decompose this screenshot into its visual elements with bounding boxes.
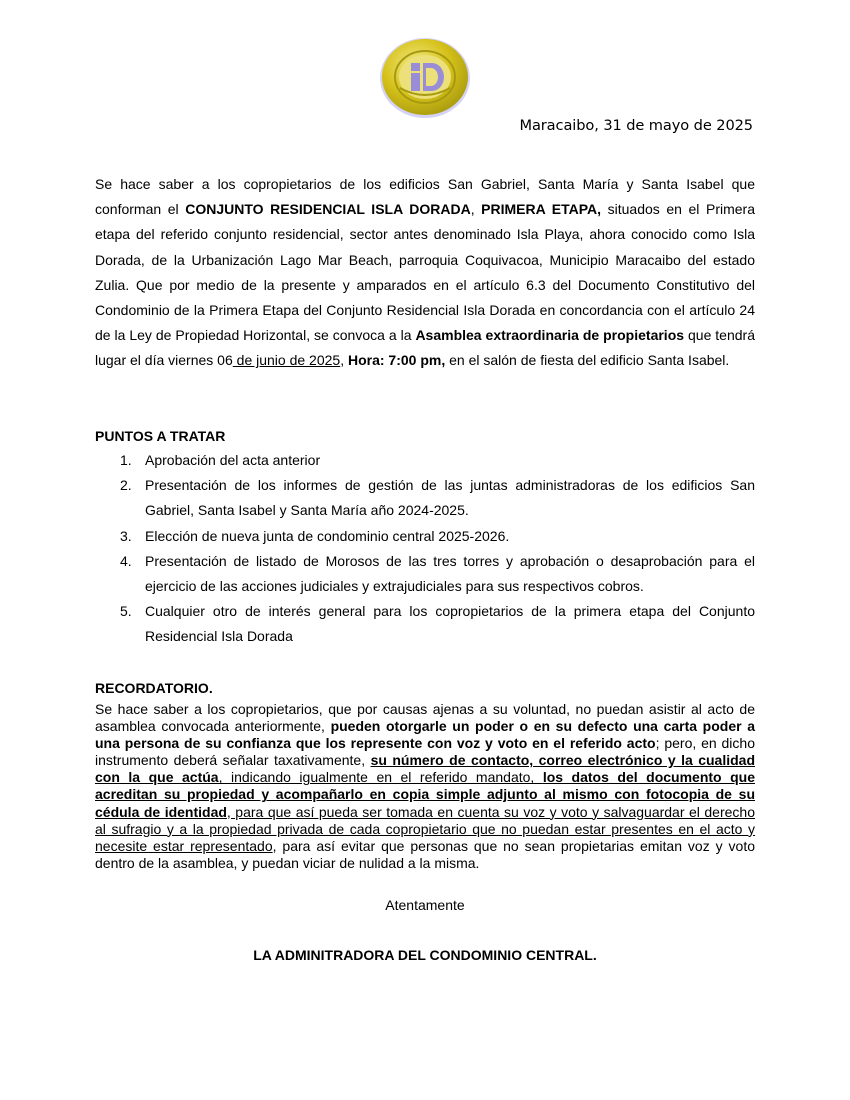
reminder-title: RECORDATORIO. (95, 680, 213, 696)
agenda-item (95, 549, 755, 599)
agenda-item-text: Cualquier otro de interés general para los copropietarios de la primera etapa del Conjunto Residencial Isla Dorada (145, 603, 755, 645)
agenda-item-number: 3. (120, 527, 132, 544)
agenda-item-number: 2. (120, 477, 132, 494)
convocation-paragraph (95, 172, 755, 374)
agenda-item-text: Elección de nueva junta de condominio central 2025-2026. (145, 527, 510, 544)
signature: LA ADMINITRADORA DEL CONDOMINIO CENTRAL. (253, 947, 597, 963)
condominium-logo (376, 33, 474, 122)
agenda-item-text: Presentación de los informes de gestión de las juntas administradoras de los edificios San Gabriel, Santa Isabel y Santa María año 2024-2025. (145, 477, 755, 519)
intro-text-3: situados en el Primera etapa del referido conjunto residencial, sector antes denominado Isla Playa, ahora conocido como Isla Dorada, de la Urbanización Lago Mar Beach, parroquia Coquivacoa, Municipio Maracaibo del estado Zulia. Que por medio de la presente y amparados en el artículo 6.3 del Documento Constitutivo del Condominio de la Primera Etapa del Conjunto Residencial Isla Dorada en concordancia con el artículo 24 de la Ley de Propiedad Horizontal, se convoca a la (95, 201, 755, 344)
agenda-item-text: Presentación de listado de Morosos de las tres torres y aprobación o desaprobación para el ejercicio de las acciones judiciales y extrajudiciales para sus respectivos cobros. (145, 552, 755, 595)
salutation: Atentamente (385, 897, 465, 913)
agenda-item (95, 473, 755, 523)
intro-text-2: , (470, 201, 482, 218)
agenda-list (95, 448, 755, 650)
logo-emblem-icon (376, 33, 474, 122)
assembly-date: de junio de 2025 (232, 352, 341, 369)
place-date: Maracaibo, 31 de mayo de 2025 (519, 117, 753, 134)
intro-text-6: en el salón de fiesta del edificio Santa Isabel. (445, 352, 730, 369)
agenda-item-number: 4. (120, 552, 132, 569)
reminder-text-5: , para así evitar que personas que no sean propietarias emitan voz y voto dentro de la asamblea, y puedan viciar de nulidad a la misma. (95, 837, 755, 871)
reminder-document-requirement: los datos del documento que acreditan su propiedad y acompañarlo en copia simple adjunto al mismo con fotocopia de su cédula de identidad (95, 769, 755, 820)
intro-text-5: , (340, 352, 348, 369)
agenda-item (95, 599, 755, 649)
stage-name: PRIMERA ETAPA, (481, 201, 602, 218)
complex-name: CONJUNTO RESIDENCIAL ISLA DORADA (185, 201, 471, 218)
reminder-contact-requirement: su número de contacto, correo electrónico y la cualidad con la que actúa (95, 752, 756, 786)
intro-text-4: que tendrá lugar el día viernes 06 (95, 327, 755, 369)
reminder-text-1: Se hace saber a los copropietarios, que por causas ajenas a su voluntad, no puedan asistir al acto de asamblea convocada anteriormente, (95, 701, 755, 735)
reminder-proxy-note: pueden otorgarle un poder o en su defecto una carta poder a una persona de su confianza que los represente con voz y voto en el referido acto (95, 718, 755, 752)
assembly-type: Asamblea extraordinaria de propietarios (415, 327, 685, 344)
agenda-item-number: 1. (120, 452, 132, 468)
reminder-text-4: , para que así pueda ser tomada en cuenta su voz y voto y salvaguardar el derecho al sufragio y a la propiedad privada de cada copropietario que no puedan estar presentes en el acto y necesite estar representado (95, 803, 755, 854)
agenda-item (95, 524, 755, 549)
assembly-time: Hora: 7:00 pm, (347, 352, 446, 369)
agenda-title: PUNTOS A TRATAR (95, 428, 226, 444)
agenda-item-text: Aprobación del acta anterior (145, 452, 321, 468)
agenda-item (95, 448, 755, 473)
intro-text-1: Se hace saber a los copropietarios de los edificios San Gabriel, Santa María y Santa Isabel que conforman el (95, 176, 755, 218)
agenda-item-number: 5. (120, 603, 132, 620)
reminder-text-3: , indicando igualmente en el referido mandato, (218, 769, 543, 786)
reminder-text-2: ; pero, en dicho instrumento deberá señalar taxativamente, (95, 735, 755, 769)
reminder-paragraph (95, 701, 755, 872)
